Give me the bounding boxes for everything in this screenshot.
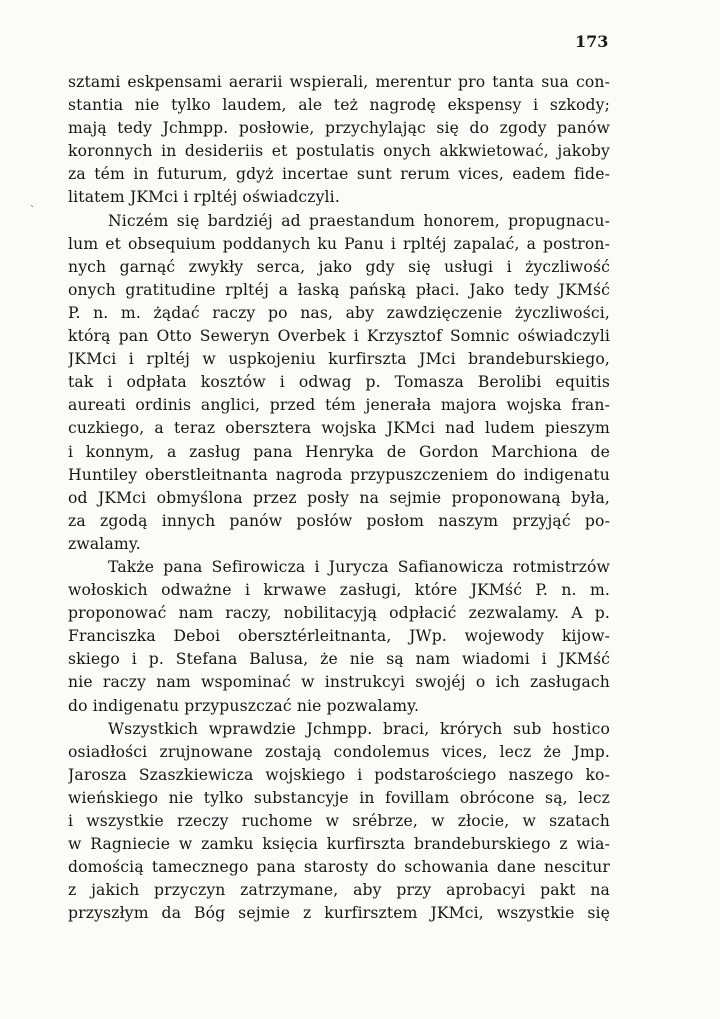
text-line: onych gratitudine rpltéj a łaską pańską płaci. Jako tedy JKMść	[68, 280, 610, 299]
text-line: koronnych in desideriis et postulatis onych akkwietować, jakoby	[68, 142, 610, 161]
text-line: i wszystkie rzeczy ruchome w srébrze, w złocie, w szatach	[68, 812, 610, 830]
text-line: przyszłym da Bóg sejmie z kurfirsztem JKMci, wszystkie się	[68, 904, 610, 923]
margin-mark: `	[30, 205, 35, 216]
text-line: nych garnąć zwykły serca, jako gdy się usługi i życzliwość	[68, 257, 610, 276]
text-line: cuzkiego, a teraz obersztera wojska JKMci nad ludem pieszym	[68, 419, 610, 438]
text-line: Jarosza Szaszkiewicza wojskiego i podstarościego naszego ko-	[68, 765, 610, 784]
text-line: osiadłości zrujnowane zostają condolemus vices, lecz że Jmp.	[68, 742, 610, 761]
text-line: domością tamecznego pana starosty do schowania dane nescitur	[68, 858, 610, 877]
text-line: Wszystkich wprawdzie Jchmpp. braci, krórych sub hostico	[108, 719, 610, 738]
text-line: mają tedy Jchmpp. posłowie, przychylając się do zgody panów	[68, 119, 610, 138]
text-line: nie raczy nam wspominać w instrukcyi swojéj o ich zasługach	[68, 673, 610, 692]
text-line: w Ragniecie w zamku księcia kurfirszta brandeburskiego z wia-	[68, 835, 610, 854]
text-line: stantia nie tylko laudem, ale też nagrodę ekspensy i szkody;	[68, 96, 610, 115]
text-line: i konnym, a zasług pana Henryka de Gordon Marchiona de	[68, 442, 610, 461]
text-line: Niczém się bardziéj ad praestandum honorem, propugnacu-	[108, 211, 610, 230]
text-line: Franciszka Deboi obersztérleitnanta, JWp. wojewody kijow-	[68, 627, 610, 646]
text-line: sztami eskpensami aerarii wspierali, merentur pro tanta sua con-	[68, 73, 610, 91]
text-line: do indigenatu przypuszczać nie pozwalamy.	[68, 696, 420, 715]
text-line: Także pana Sefirowicza i Jurycza Safianowicza rotmistrzów	[108, 557, 610, 576]
text-line: za zgodą innych panów posłów posłom naszym przyjąć po-	[68, 511, 610, 530]
text-line: tak i odpłata kosztów i odwag p. Tomasza Berolibi equitis	[68, 373, 610, 392]
text-line: P. n. m. żądać raczy po nas, aby zawdzięczenie życzliwości,	[68, 303, 610, 322]
text-line: lum et obsequium poddanych ku Panu i rpltéj zapalać, a postron-	[68, 234, 610, 253]
text-line: aureati ordinis anglici, przed tém jenerała majora wojska fran-	[68, 396, 610, 415]
text-line: za tém in futurum, gdyż incertae sunt rerum vices, eadem fide-	[68, 165, 610, 184]
text-line: od JKMci obmyślona przez posły na sejmie proponowaną była,	[68, 488, 610, 507]
text-line: proponować nam raczy, nobilitacyją odpłacić zezwalamy. A p.	[68, 604, 610, 623]
text-line: Huntiley oberstleitnanta nagroda przypuszczeniem do indigenatu	[68, 465, 610, 484]
text-line: skiego i p. Stefana Balusa, że nie są nam wiadomi i JKMść	[68, 650, 610, 669]
text-line: JKMci i rpltéj w uspkojeniu kurfirszta JMci brandeburskiego,	[68, 350, 610, 369]
text-line: wieńskiego nie tylko substancyje in fovillam obrócone są, lecz	[68, 788, 610, 807]
text-line: litatem JKMci i rpltéj oświadczyli.	[68, 188, 340, 207]
text-line: którą pan Otto Seweryn Overbek i Krzysztof Somnic oświadczyli	[68, 327, 610, 346]
page-number: 173	[575, 32, 609, 51]
text-line: wołoskich odważne i krwawe zasługi, które JKMść P. n. m.	[68, 581, 610, 600]
body-text	[68, 71, 610, 925]
text-line: zwalamy.	[68, 534, 141, 553]
text-line: z jakich przyczyn zatrzymane, aby przy aprobacyi pakt na	[68, 881, 610, 900]
